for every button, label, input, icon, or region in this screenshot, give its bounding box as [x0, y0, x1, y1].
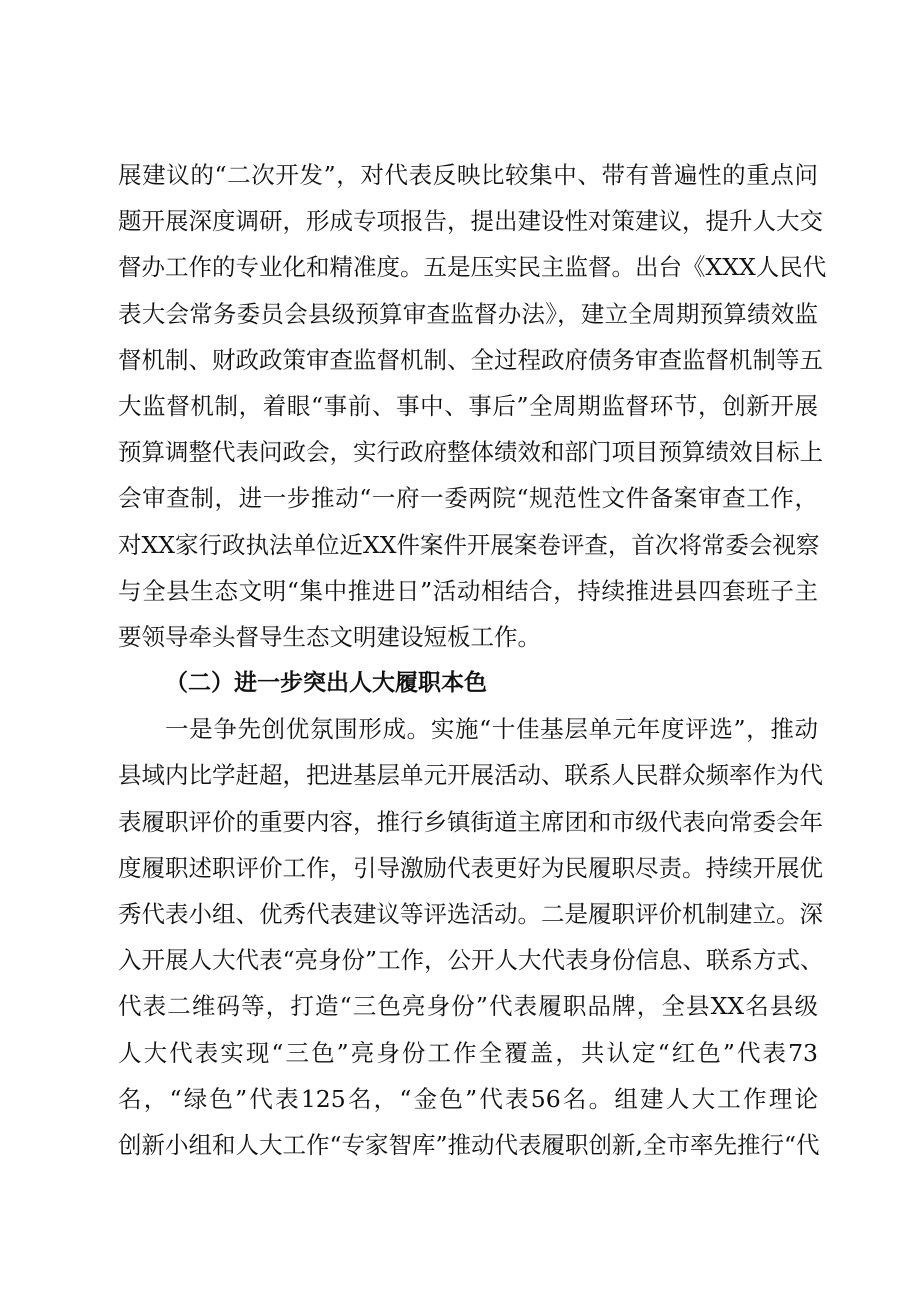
paragraph-line: 表履职评价的重要内容，推行乡镇街道主席团和市级代表向常委会年 [118, 807, 823, 836]
paragraph-line: 度履职述职评价工作，引导激励代表更好为民履职尽责。持续开展优 [118, 853, 823, 882]
paragraph-line: 展建议的“二次开发”，对代表反映比较集中、带有普遍性的重点问 [118, 161, 818, 189]
paragraph-line: 人大代表实现“三色”亮身份工作全覆盖，共认定“红色”代表73 [118, 1038, 818, 1067]
paragraph-line: 与全县生态文明“集中推进日”活动相结合，持续推进县四套班子主 [118, 576, 818, 605]
section-heading: （二）进一步突出人大履职本色 [165, 670, 487, 697]
paragraph-line: 县域内比学赶超，把进基层单元开展活动、联系人民群众频率作为代 [118, 761, 823, 790]
paragraph-line: 创新小组和人大工作“专家智库”推动代表履职创新,全市率先推行“代 [118, 1130, 820, 1159]
paragraph-line: 秀代表小组、优秀代表建议等评选活动。二是履职评价机制建立。深 [118, 900, 823, 928]
paragraph-line: 一是争先创优氛围形成。实施“十佳基层单元年度评选”，推动 [165, 715, 818, 744]
paragraph-line: 对XX家行政执法单位近XX件案件开展案卷评查，首次将常委会视察 [118, 530, 820, 559]
paragraph-line: 大监督机制，着眼“事前、事中、事后”全周期监督环节，创新开展 [118, 391, 818, 420]
paragraph-line: 督办工作的专业化和精准度。五是压实民主监督。出台《XXX人民代 [118, 253, 827, 282]
paragraph-line: 会审查制，进一步推动“一府一委两院“规范性文件备案审查工作， [118, 484, 818, 513]
paragraph-line: 预算调整代表问政会，实行政府整体绩效和部门项目预算绩效目标上 [118, 438, 823, 467]
document-body [118, 152, 827, 1168]
paragraph-line: 代表二维码等，打造“三色亮身份”代表履职品牌，全县XX名县级 [118, 992, 818, 1021]
paragraph-line: 督机制、财政政策审查监督机制、全过程政府债务审查监督机制等五 [118, 345, 823, 374]
paragraph-line: 题开展深度调研，形成专项报告，提出建设性对策建议，提升人大交 [118, 207, 823, 236]
paragraph-line: 名，“绿色”代表125名，“金色”代表56名。组建人大工作理论 [118, 1084, 818, 1113]
paragraph-line: 入开展人大代表“亮身份”工作，公开人大代表身份信息、联系方式、 [118, 946, 824, 975]
paragraph-line: 表大会常务委员会县级预算审查监督办法》，建立全周期预算绩效监 [118, 299, 818, 328]
paragraph-line: 要领导牵头督导生态文明建设短板工作。 [118, 622, 541, 651]
